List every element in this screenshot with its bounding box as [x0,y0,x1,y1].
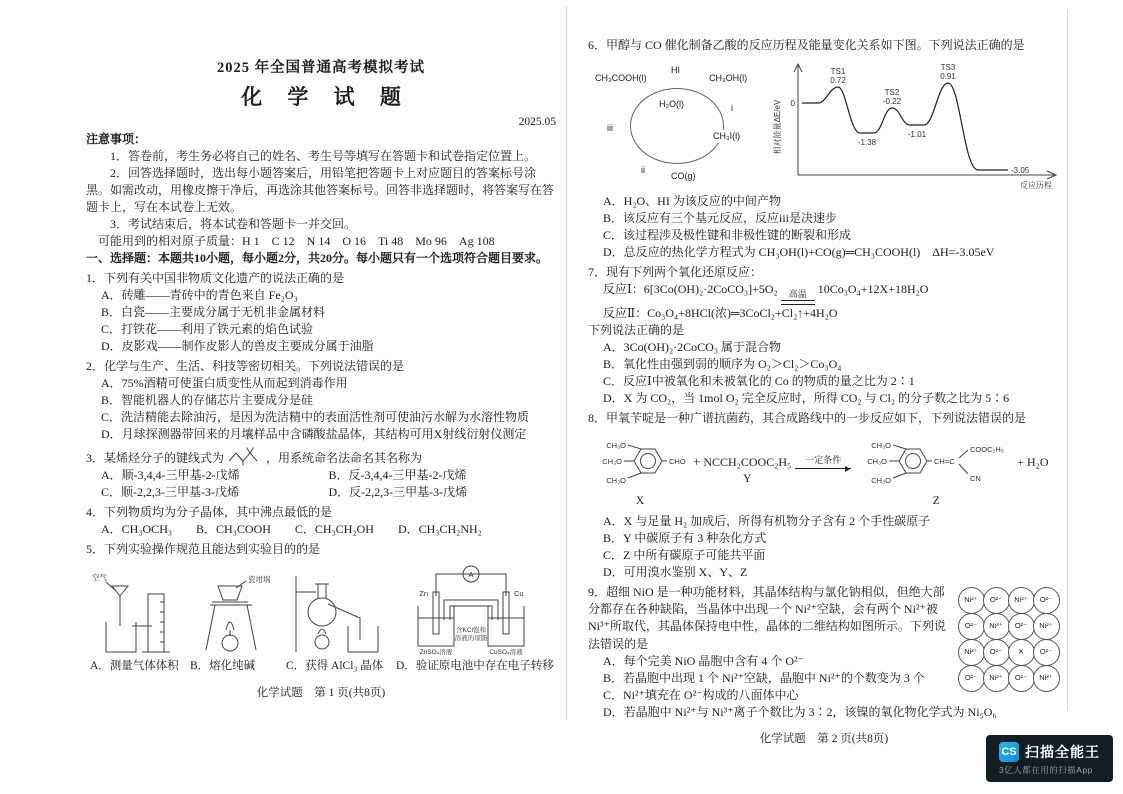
exam-title: 2025 年全国普通高考模拟考试 [216,60,426,76]
svg-text:CH₃O: CH₃O [867,457,888,467]
reaction-arrow [781,290,815,305]
question-5-stem: 5．下列实验操作规范且能达到实验目的的是 [86,542,321,557]
question-9-option-b: B．若晶胞中出现 1 个 Ni²⁺空缺，晶胞中 Ni²⁺的个数变为 3 个 [603,670,925,685]
question-8-option-c: C．Z 中所有碳原子可能共平面 [603,548,766,563]
question-4-option-b: B．CH₃COOH [196,522,271,537]
question-8-option-a: A．X 与足量 H₂ 加成后，所得有机物分子含有 2 个手性碳原子 [603,514,931,529]
structure-z-drawing [855,431,1017,493]
question-1-option-b: B．白瓷——主要成分属于无机非金属材料 [101,305,326,320]
arrow-line [795,468,851,469]
watermark-tagline: 3亿人都在用的扫描App [999,765,1093,775]
grid-cell: Ni²⁺ [1033,613,1060,640]
question-3-option-a: A．顺-3,4,4-三甲基-2-戊烯 [101,468,240,483]
question-9-option-a: A．每个完美 NiO 晶胞中含有 4 个 O²⁻ [603,653,804,668]
structure-z-label: Z [932,495,940,508]
subject-title: 化 学 试 题 [241,84,411,109]
grid-cell: Ni³⁺ [983,613,1010,640]
question-1-option-d: D．皮影戏——制作皮影人的兽皮主要成分属于油脂 [101,339,374,354]
question-4 [86,504,556,538]
question-3-options [86,467,556,501]
reaction-2: 反应Ⅱ：Co₃O₄+8HCl(浓)═3CoCl₂+Cl₂↑+4H₂O [603,306,838,321]
question-2-option-b: B．智能机器人的存储芯片主要成分是硅 [101,393,314,408]
question-1-stem: 1．下列有关中国非物质文化遗产的说法正确的是 [86,270,345,285]
question-3-stem [86,446,556,467]
energy-curve [802,83,1008,170]
question-2-option-a: A．75%酒精可使蛋白质变性从而起到消毒作用 [101,376,348,391]
question-1-option-c: C．打铁花——利用了铁元素的焰色试验 [101,322,314,337]
question-5-option-c: C．获得 AlCl₃ 晶体 [286,660,384,673]
question-3 [86,446,556,501]
grid-cell: O²⁻ [1008,665,1035,692]
min2-value: -1.01 [907,130,927,140]
cycle-ch3i-label: CH₃I(l) [713,131,741,142]
ts3-value: 0.91 [940,72,956,82]
grid-cell: Ni²⁺ [958,587,985,614]
svg-text:CN: CN [970,474,982,484]
camscanner-watermark [986,735,1113,782]
structure-x-label: X [635,495,645,508]
figure-alcl3-apparatus [286,568,392,674]
grid-cell: O²⁻ [958,665,985,692]
notice-heading: 注意事项： [86,131,147,146]
question-3-option-c: C．顺-2,2,3-三甲基-3-戊烯 [101,485,239,500]
question-7-option-c: C．反应Ⅰ中被氧化和未被氧化的 Co 的物质的量之比为 2∶1 [603,374,915,389]
question-9-option-c: C．Ni²⁺填充在 O²⁻构成的八面体中心 [603,687,799,702]
question-6-option-a: A．H₂O、HI 为该反应的中间产物 [603,194,781,209]
question-6-figure [594,57,1060,191]
question-8-stem: 8．甲氧苄啶是一种广谱抗菌药，其合成路线中的一步反应如下，下列说法错误的是 [588,411,1027,426]
question-4-stem: 4．下列物质均为分子晶体，其中沸点最低的是 [86,505,333,520]
notice-item-1: 1．答卷前，考生务必将自己的姓名、考生号等填写在答题卡和试卷指定位置上。 [110,148,537,163]
question-2-option-c: C．洗洁精能去除油污，是因为洗洁精中的表面活性剂可使油污水解为水溶性物质 [101,410,530,425]
structure-y: NCCH₂COOC₂H₅ Y [703,454,792,485]
gas-volume-apparatus-drawing [90,568,186,656]
question-4-option-a: A．CH₃OCH₃ [101,522,173,537]
question-6-option-c: C．该过程涉及极性键和非极性键的断裂和形成 [603,228,852,243]
reaction-1-rhs: 10Co₃O₄+12X+18H₂O [817,282,929,297]
grid-cell: Ni²⁺ [958,639,985,666]
grid-cell: Ni³⁺ [1033,665,1060,692]
question-5-option-d: D．验证原电池中存在电子转移 [396,660,554,673]
question-9-stem: 9．超细 NiO 是一种功能材料，其晶体结构与氯化钠相似，但绝大部分都存在各种缺陷，当晶体中出现一个 Ni²⁺空缺，会有两个 Ni²⁺被 Ni³⁺所取代，其晶体保持电中性，晶体的二维结构如图所示。下列说法错误的是 [588,585,946,651]
question-5-option-a: A．测量气体体积 [90,660,179,673]
grid-cell: O²⁻ [958,613,985,640]
svg-text:Zn: Zn [419,589,428,599]
svg-text:瓷坩埚: 瓷坩埚 [248,575,271,585]
grid-cell: O²⁻ [1033,639,1060,666]
question-3-stem-post: ，用系统命名法命名其名称为 [266,451,423,466]
catalytic-cycle-diagram [594,64,766,184]
reaction-condition: 高温 [788,289,807,300]
notice-item-2: 2．回答选择题时，选出每小题答案后，用铅笔把答题卡上对应题目的答案标号涂黑。如需改动，用橡皮擦干净后，再选涂其他答案标号。回答非选择题时，将答案写在答题卡上，写在本试卷上无效。 [86,165,555,214]
question-7 [588,264,1060,407]
cycle-co-label: CO(g) [671,171,696,182]
atomic-mass-line: 可能用到的相对原子质量：H 1 C 12 N 14 O 16 Ti 48 Mo 96 Ag 108 [98,233,495,248]
ts2-value: -0.22 [882,97,902,107]
cycle-step-iii-label: iii [607,123,613,134]
svg-text:CH₃O: CH₃O [871,441,892,451]
question-7-option-b: B．氧化性由强到弱的顺序为 O₂＞Cl₂＞Co₃O₄ [603,357,842,372]
question-7-lead: 下列说法正确的是 [588,323,685,338]
figure-gas-volume-apparatus [90,568,186,674]
alkene-skeletal-formula [227,446,263,466]
notice-item-3: 3．考试结束后，将本试卷和答题卡一并交回。 [110,216,357,231]
water-byproduct: + H₂O [1017,454,1049,469]
cycle-step-ii-label: ii [641,165,645,176]
reaction-1 [588,281,1060,305]
question-8 [588,410,1060,581]
page-2-footer: 化学试题 第 2 页(共8页) [759,732,889,745]
question-2-option-d: D．月球探测器带回来的月壤样品中含磷酸盐晶体，其结构可用X射线衍射仪测定 [101,427,527,442]
ts1-label: TS1 [830,67,846,77]
figure-crucible-apparatus [190,568,282,674]
svg-text:CH=C: CH=C [934,457,955,467]
grid-cell-vacancy: ✕ [1008,639,1035,666]
question-2 [86,358,556,443]
structure-x [590,429,690,511]
energy-x-axis-label: 反应历程 [1020,181,1052,191]
camscanner-logo-icon: CS [999,742,1019,762]
section-header: 一、选择题：本题共10小题，每小题2分，共20分。每小题只有一个选项符合题目要求。 [86,250,549,265]
reaction-condition-arrow: 一定条件 [791,429,855,511]
page-divider-line [566,6,567,720]
question-7-stem: 7．现有下列两个氧化还原反应： [588,265,763,280]
final-value: -3.05 [1011,166,1030,176]
svg-text:Cu: Cu [514,589,524,599]
crucible-apparatus-drawing [190,568,282,656]
svg-text:ZnSO₄溶液: ZnSO₄溶液 [419,649,453,657]
grid-cell: O²⁻ [983,587,1010,614]
question-6-stem: 6．甲醇与 CO 催化制备乙酸的反应历程及能量变化关系如下图。下列说法正确的是 [588,38,1025,52]
svg-text:空气: 空气 [92,573,107,583]
structure-z [855,429,1017,511]
cycle-h2o-label: H₂O(l) [659,99,684,110]
ts2-label: TS2 [884,88,900,98]
exam-date: 2025.05 [518,116,556,129]
question-7-option-d: D．X 为 CO₂，当 1mol O₂ 完全反应时，所得 CO₂ 与 Cl₂ 的分子数之比为 5∶6 [603,391,1010,406]
question-5 [86,541,556,674]
question-3-option-d: D．反-2,2,3-三甲基-3-戊烯 [328,485,468,500]
structure-x-drawing [590,431,690,493]
question-8-option-d: D．可用溴水鉴别 X、Y、Z [603,565,748,580]
question-6 [588,37,1060,261]
svg-text:CH₃O: CH₃O [871,476,892,486]
grid-cell: O²⁻ [983,639,1010,666]
ts1-value: 0.72 [830,76,846,86]
page-1-footer: 化学试题 第 1 页(共8页) [256,686,386,699]
question-6-option-b: B．该反应有三个基元反应，反应iii是决速步 [603,211,838,226]
question-4-option-d: D．CH₃CH₂NH₂ [397,522,482,537]
min1-value: -1.38 [857,138,877,148]
svg-text:CH₃O: CH₃O [606,441,626,451]
energy-y-axis-label: 相对能量ΔE/eV [773,99,782,155]
svg-text:含KCl饱和: 含KCl饱和 [456,627,486,635]
cycle-ch3cooh-label: CH₃COOH(l) [595,73,647,84]
svg-text:CHO: CHO [669,457,686,467]
question-4-option-c: C．CH₃CH₂OH [294,522,374,537]
grid-cell: O²⁻ [1008,613,1035,640]
question-1-option-a: A．砖雕——青砖中的青色来自 Fe₂O₃ [101,288,298,302]
grid-cell: Ni²⁺ [983,665,1010,692]
grid-cell: O²⁻ [1033,587,1060,614]
cycle-ch3oh-label: CH₃OH(l) [709,73,748,84]
reaction-1-lhs: 反应Ⅰ：6[3Co(OH)₂·2CoCO₃]+5O₂ [603,282,778,297]
question-2-stem: 2．化学与生产、生活、科技等密切相关。下列说法错误的是 [86,359,405,374]
question-5-figures [90,562,556,674]
svg-text:CH₃O: CH₃O [602,457,622,467]
question-1 [86,270,556,355]
watermark-brand: 扫描全能王 [1025,744,1100,760]
question-6-option-d: D．总反应的热化学方程式为 CH₃OH(l)+CO(g)═CH₃COOH(l) ΔH=-3.05eV [603,245,995,260]
scan-edge-line [1067,10,1068,710]
galvanic-cell-drawing [396,562,546,656]
question-9 [588,584,1060,720]
page-2 [588,34,1060,747]
structure-y-label: Y [743,472,752,485]
question-4-options [86,521,556,538]
cycle-step-i-label: i [731,103,733,114]
ts3-label: TS3 [940,63,956,73]
svg-text:溶液的琼脂: 溶液的琼脂 [454,635,488,643]
cycle-hi-label: HI [671,65,680,76]
alcl3-apparatus-drawing [286,568,392,656]
energy-profile-chart [768,57,1060,191]
energy-zero-label: 0 [790,99,795,109]
figure-galvanic-cell [396,562,554,674]
question-8-option-b: B．Y 中碳原子有 3 种杂化方式 [603,531,767,546]
plus-sign: + [693,454,701,470]
svg-text:COOC₂H₅: COOC₂H₅ [970,445,1005,455]
question-9-option-d: D．若晶胞中 Ni²⁺与 Ni³⁺离子个数比为 3∶2，该镍的氧化物化学式为 Ni₅O₆ [603,704,997,719]
nio-crystal-grid [958,587,1058,691]
question-7-option-a: A．3Co(OH)₂·2CoCO₃ 属于混合物 [603,340,782,355]
question-3-option-b: B．反-3,4,4-三甲基-2-戊烯 [328,468,467,483]
question-5-option-b: B．熔化纯碱 [190,660,256,673]
svg-text:CuSO₄溶液: CuSO₄溶液 [489,649,523,657]
question-3-stem-pre: 3．某烯烃分子的键线式为 [86,451,225,466]
svg-text:CH₃O: CH₃O [606,476,626,486]
grid-cell: Ni²⁺ [1008,587,1035,614]
page-1 [86,58,556,701]
svg-text:A: A [468,570,474,580]
question-8-figure [590,429,1060,511]
